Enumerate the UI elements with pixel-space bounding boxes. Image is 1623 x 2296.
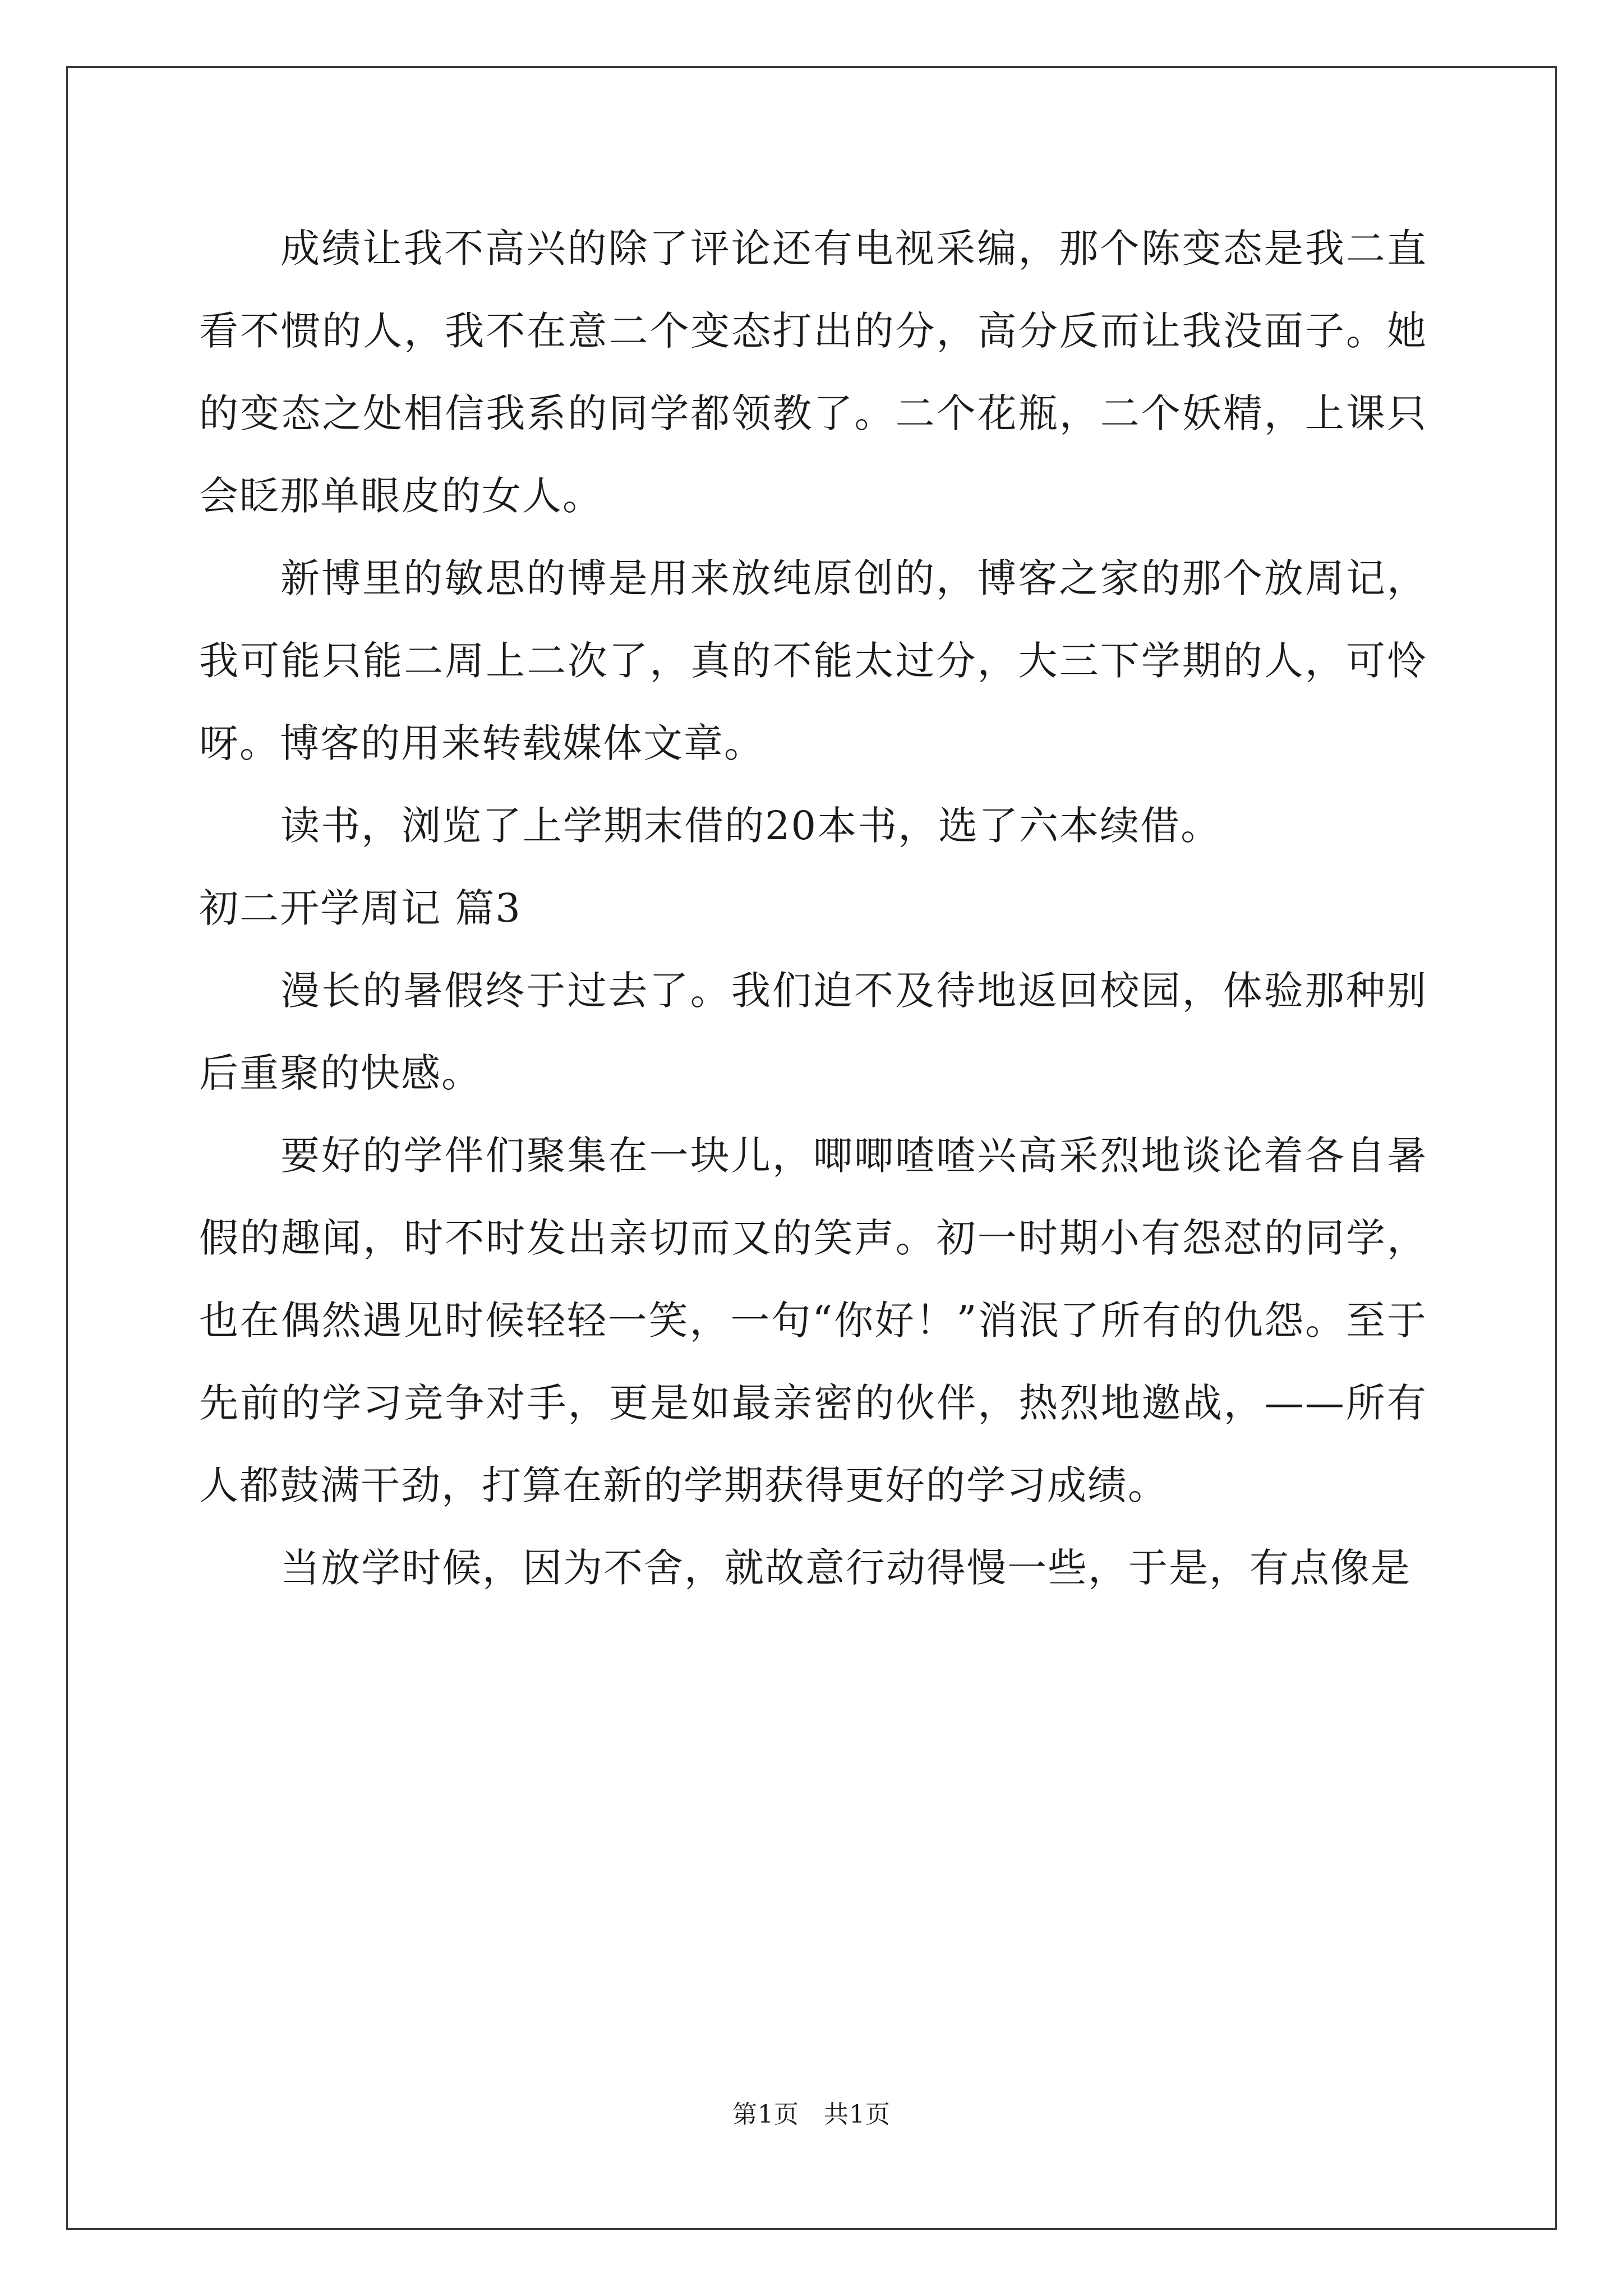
paragraph: 新博里的敏思的博是用来放纯原创的，博客之家的那个放周记，我可能只能二周上二次了，真的不能太过分，大三下学期的人，可怜呀。博客的用来转载媒体文章。 [199, 555, 1427, 766]
section-heading: 初二开学周记 篇3 [199, 885, 522, 931]
paragraph: 成绩让我不高兴的除了评论还有电视采编，那个陈变态是我二直看不惯的人，我不在意二个变态打出的分，高分反而让我没面子。她的变态之处相信我系的同学都领教了。二个花瓶，二个妖精，上课只会眨那单眼皮的女人。 [199, 226, 1427, 519]
page-footer [0, 2098, 1623, 2132]
page-number: 第1页 [732, 2100, 799, 2129]
paragraph: 读书，浏览了上学期末借的20本书，选了六本续借。 [280, 803, 1221, 849]
paragraph: 要好的学伴们聚集在一块儿，唧唧喳喳兴高采烈地谈论着各自暑假的趣闻，时不时发出亲切而又的笑声。初一时期小有怨怼的同学，也在偶然遇见时候轻轻一笑，一句“你好！”消泯了所有的仇怨。至于先前的学习竞争对手，更是如最亲密的伙伴，热烈地邀战，——所有人都鼓满干劲，打算在新的学期获得更好的学习成绩。 [199, 1133, 1427, 1508]
page-total: 共1页 [824, 2100, 891, 2129]
paragraph: 漫长的暑假终于过去了。我们迫不及待地返回校园，体验那种别后重聚的快感。 [199, 968, 1427, 1096]
document-body [199, 208, 1427, 1609]
paragraph: 当放学时候，因为不舍，就故意行动得慢一些，于是，有点像是 [280, 1545, 1411, 1591]
